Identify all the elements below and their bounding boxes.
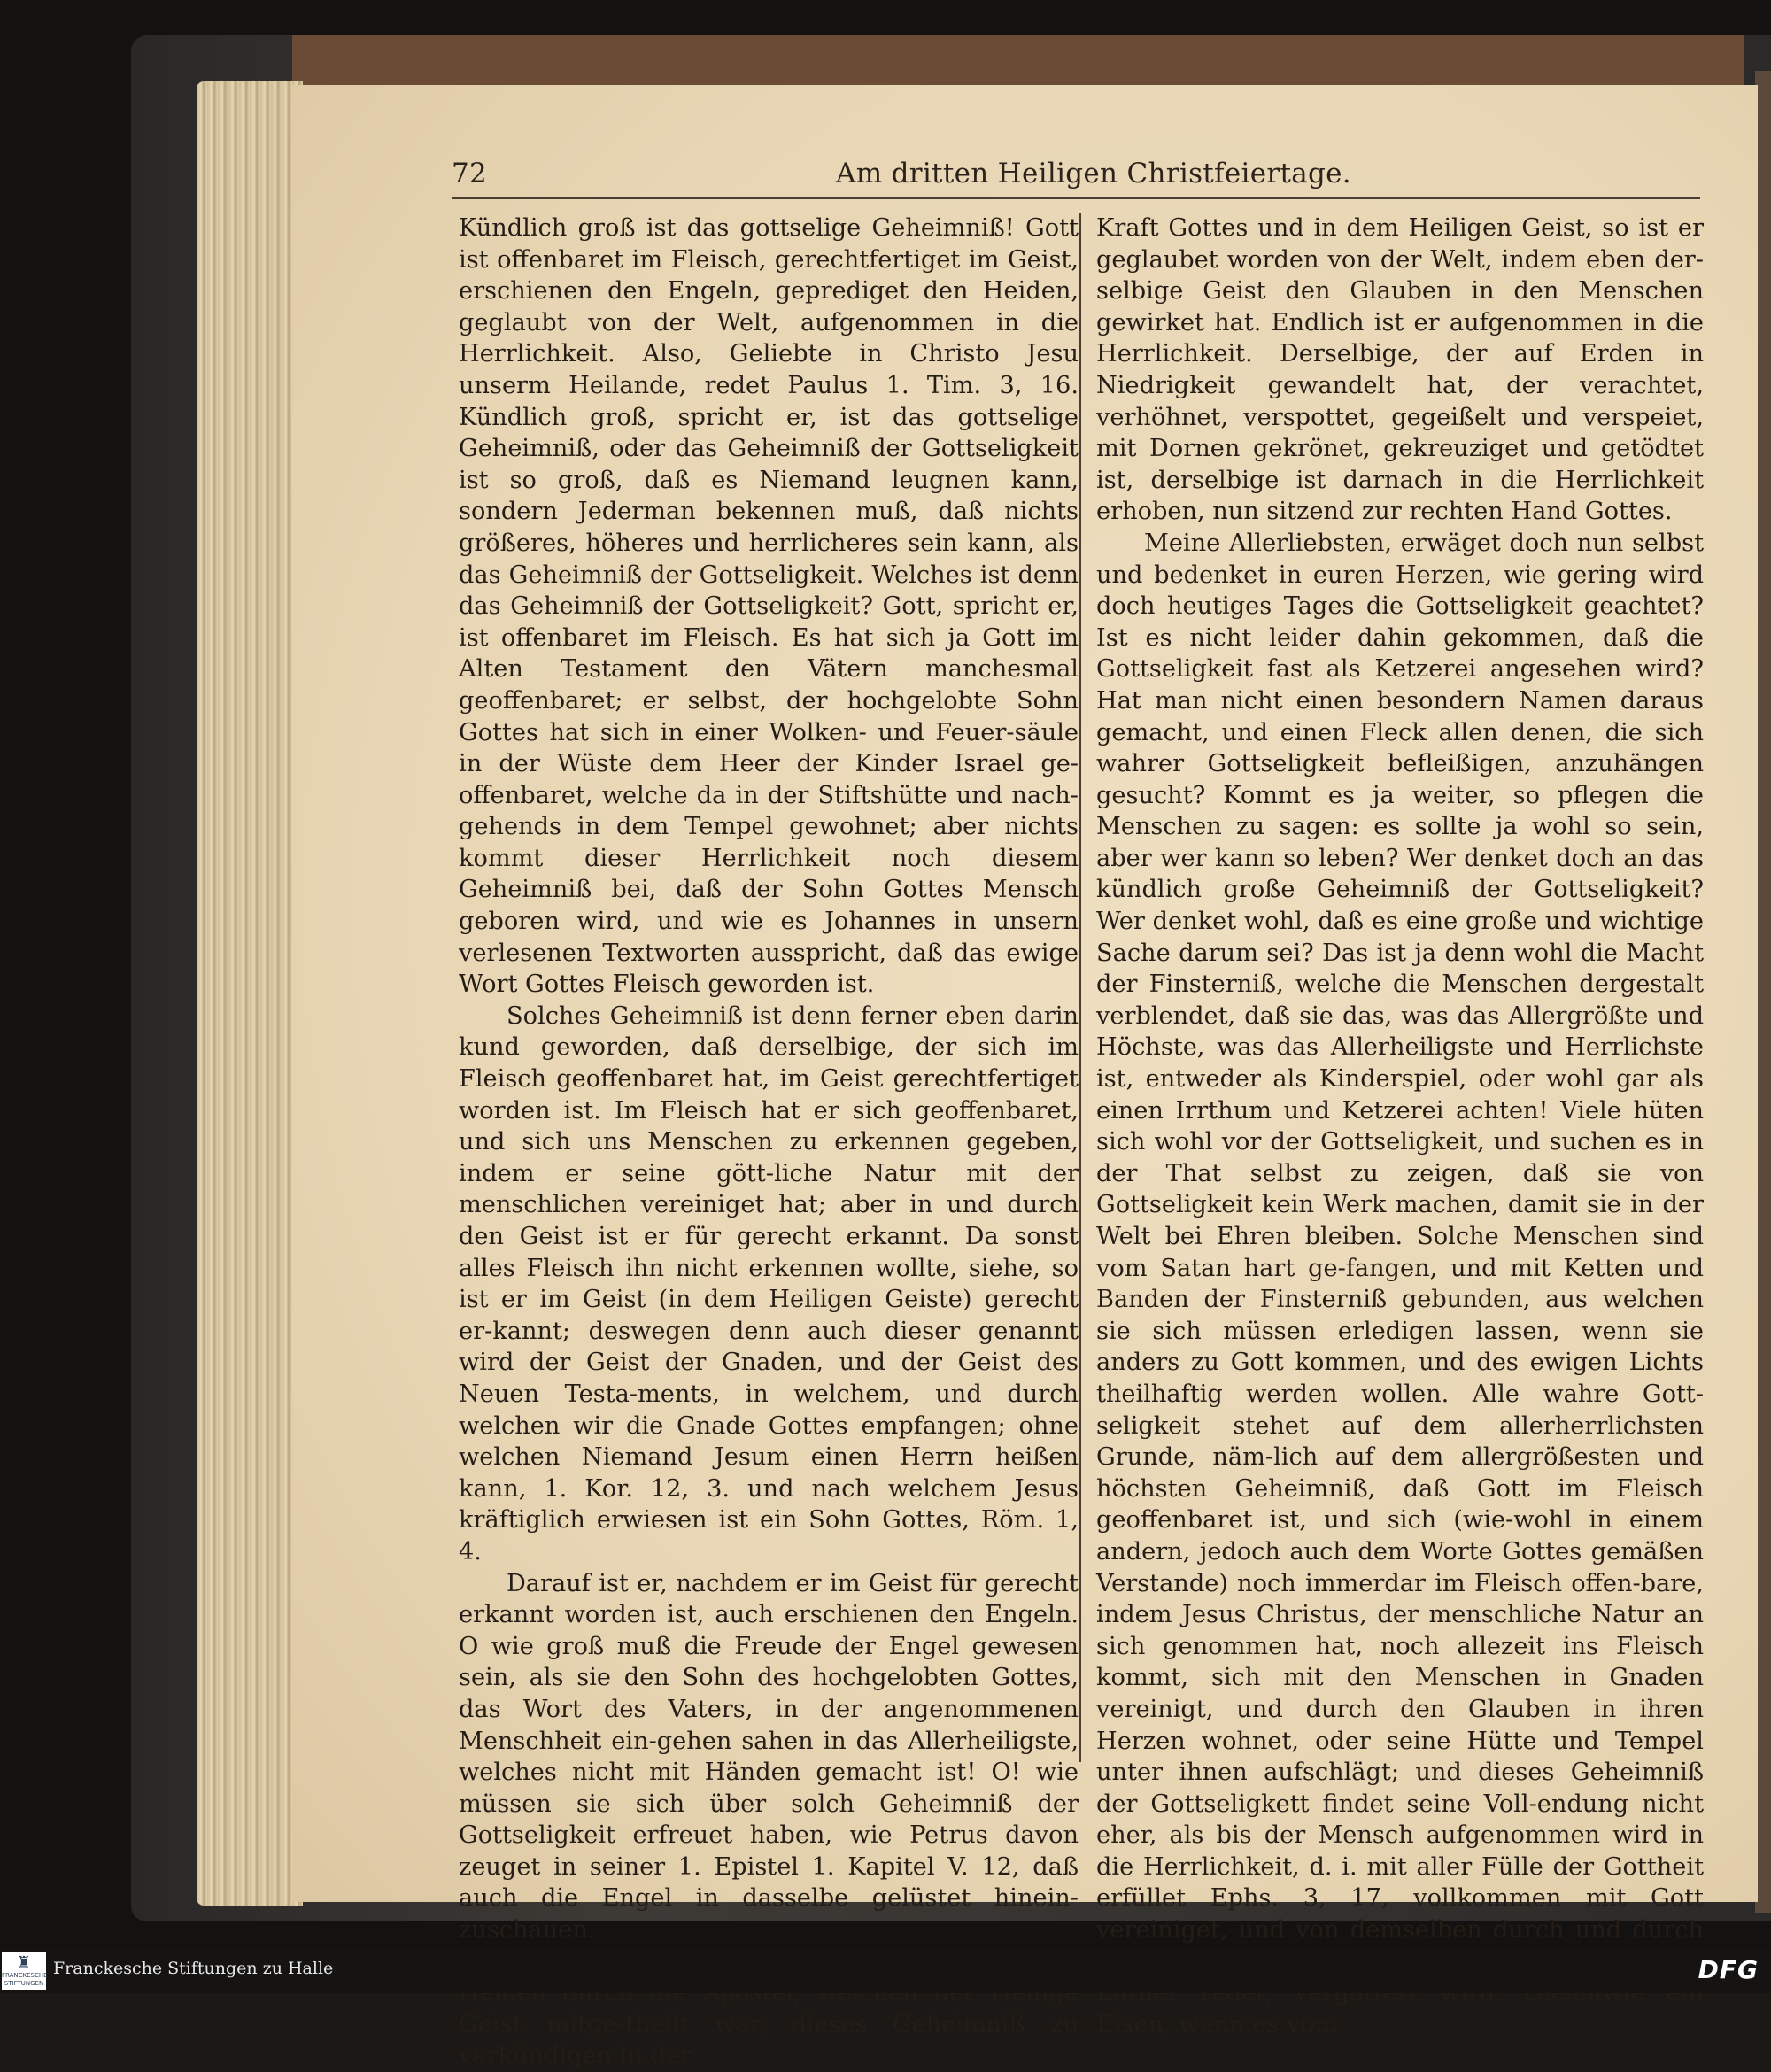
institution-logo[interactable] [2,1952,46,1990]
institution-name[interactable]: Franckesche Stiftungen zu Halle [53,1959,334,1978]
paragraph: Meine Allerliebsten, erwäget doch nun selbst und bedenket in euren Herzen, wie gering wird doch heutiges Tages die Gottseligkeit geachtet? Ist es nicht leider dahin gekommen, daß die Gottseligkeit fast als Ketzerei angesehen wird? Hat man nicht einen besondern Namen daraus gemacht, und einen Fleck allen denen, die sich wahrer Gottseligkeit befleißigen, anzuhängen gesucht? Kommt es ja weiter, so pflegen die Menschen zu sagen: es sollte ja wohl so sein, aber wer kann so leben? Wer denket doch an das kündlich große Geheimniß der Gottseligkeit? Wer denket wohl, daß es eine große und wichtige Sache darum sei? Das ist ja denn wohl die Macht der Finsterniß, welche die Menschen dergestalt verblendet, daß sie das, was das Allergrößte und Höchste, was das Allerheiligste und Herrlichste ist, entweder als Kinderspiel, oder wohl gar als einen Irrthum und Ketzerei achten! Viele hüten sich wohl vor der Gottseligkeit, und suchen es in der That selbst zu zeigen, daß sie von Gottseligkeit kein Werk machen, damit sie in der Welt bei Ehren bleiben. Solche Menschen sind vom Satan hart ge-fangen, und mit Ketten und Banden der Finsterniß gebunden, aus welchen sie sich müssen erledigen lassen, wenn sie anders zu Gott kommen, und des ewigen Lichts theilhaftig werden wollen. Alle wahre Gott-seligkeit stehet auf dem allerherrlichsten Grunde, näm-lich auf dem allergrößesten und höchsten Geheimniß, daß Gott im Fleisch geoffenbaret ist, und sich (wie-wohl in einem andern, jedoch auch dem Worte Gottes gemäßen Verstande) noch immerdar im Fleisch offen-bare, indem Jesus Christus, der menschliche Natur an sich genommen hat, noch allezeit ins Fleisch kommt, sich mit den Menschen in Gnaden vereinigt, und durch den Glauben in ihren Herzen wohnet, oder seine Hütte und Tempel unter ihnen aufschlägt; und dieses Geheimniß der Gottseligkett findet seine Voll-endung nicht eher, als bis der Mensch aufgenommen wird in die Herrlichkeit, d. i. mit aller Fülle der Gottheit erfüllet Ephs. 3, 17, vollkommen mit Gott vereiniget, und von demselben durch und durch Eisen, wenn es vom [1096,529,1704,2038]
institution-emblem-icon: ♜ [16,1953,32,1972]
paragraph: Geist mitge-theilt war, dieses Geheimniß zu verkündigen in der [459,2010,1079,2070]
left-text-column [459,213,1079,2070]
page-number: 72 [452,158,488,189]
column-divider [1079,213,1081,1762]
running-head [452,156,1700,197]
paragraph: Darauf ist er, nachdem er im Geist für gerecht erkannt worden ist, auch erschienen den Engeln. O wie groß muß die Freude der Engel gewesen sein, als sie den Sohn des hochgelobten Gottes, das Wort des Vaters, in der angenommenen Menschheit ein-gehen sahen in das Allerheiligste, welches nicht mit Händen gemacht ist! O! wie müssen sie sich über solch Geheimniß der Gottseligkeit erfreuet haben, wie Petrus davon zeuget in seiner 1. Epistel 1. Kapitel V. 12, daß auch die Engel in dasselbe gelüstet hinein-zuschauen. [459,1569,1079,1944]
paragraph: Kraft Gottes und in dem Heiligen Geist, so ist er geglaubet worden von der Welt, indem eben der-selbige Geist den Glauben in den Menschen gewirket hat. Endlich ist er aufgenommen in die Herrlichkeit. Derselbige, der auf Erden in Niedrigkeit gewandelt hat, der verachtet, verhöhnet, verspottet, gegeißelt und verspeiet, mit Dornen gekrönet, gekreuziget und getödtet ist, derselbige ist darnach in die Herrlichkeit erhoben, nun sitzend zur rechten Hand Gottes. [1096,214,1704,526]
logo-text: FRANCKESCHE STIFTUNGEN [2,1972,48,1987]
book-spine-top-edge [292,35,1744,90]
paragraph: Kündlich groß ist das gottselige Geheimniß! Gott ist offenbaret im Fleisch, gerechtfertiget im Geist, erschienen den Engeln, geprediget den Heiden, geglaubt von der Welt, aufgenommen in die Herrlichkeit. Also, Geliebte in Christo Jesu unserm Heilande, redet Paulus 1. Tim. 3, 16. Kündlich groß, spricht er, ist das gottselige Geheimniß, oder das Geheimniß der Gottseligkeit ist so groß, daß es Niemand leugnen kann, sondern Jederman bekennen muß, daß nichts größeres, höheres und herrlicheres sein kann, als das Geheimniß der Gottseligkeit. Welches ist denn das Geheimniß der Gottseligkeit? Gott, spricht er, ist offenbaret im Fleisch. Es hat sich ja Gott im Alten Testament den Vätern manchesmal geoffenbaret; er selbst, der hochgelobte Sohn Gottes hat sich in einer Wolken- und Feuer-säule in der Wüste dem Heer der Kinder Israel ge-offenbaret, welche da in der Stiftshütte und nach-gehends in dem Tempel gewohnet; aber nichts kommt dieser Herrlichkeit noch diesem Geheimniß bei, daß der Sohn Gottes Mensch geboren wird, und wie es Johannes in unsern verlesenen Textworten ausspricht, daß das ewige Wort Gottes Fleisch geworden ist. [459,214,1079,999]
page-block-edges [197,81,303,1906]
dfg-logo[interactable]: DFG [1698,1955,1759,1984]
header-rule [452,197,1700,199]
paragraph: Solches Geheimniß ist denn ferner eben darin kund geworden, daß derselbige, der sich im Fleisch geoffenbaret hat, im Geist gerechtfertiget worden ist. Im Fleisch hat er sich geoffenbaret, und sich uns Menschen zu erkennen gegeben, indem er seine gött-liche Natur mit der menschlichen vereiniget hat; aber in und durch den Geist ist er für gerecht erkannt. Da sonst alles Fleisch ihn nicht erkennen wollte, siehe, so ist er im Geist (in dem Heiligen Geiste) gerecht er-kannt; deswegen denn auch dieser genannt wird der Geist der Gnaden, und der Geist des Neuen Testa-ments, in welchem, und durch welchen wir die Gnade Gottes empfangen; ohne welchen Niemand Jesum einen Herrn heißen kann, 1. Kor. 12, 3. und nach welchem Jesus kräftiglich erwiesen ist ein Sohn Gottes, Röm. 1, 4. [459,1001,1079,1566]
right-text-column [1096,213,1704,2038]
page-heading: Am dritten Heiligen Christfeiertage. [836,158,1351,189]
